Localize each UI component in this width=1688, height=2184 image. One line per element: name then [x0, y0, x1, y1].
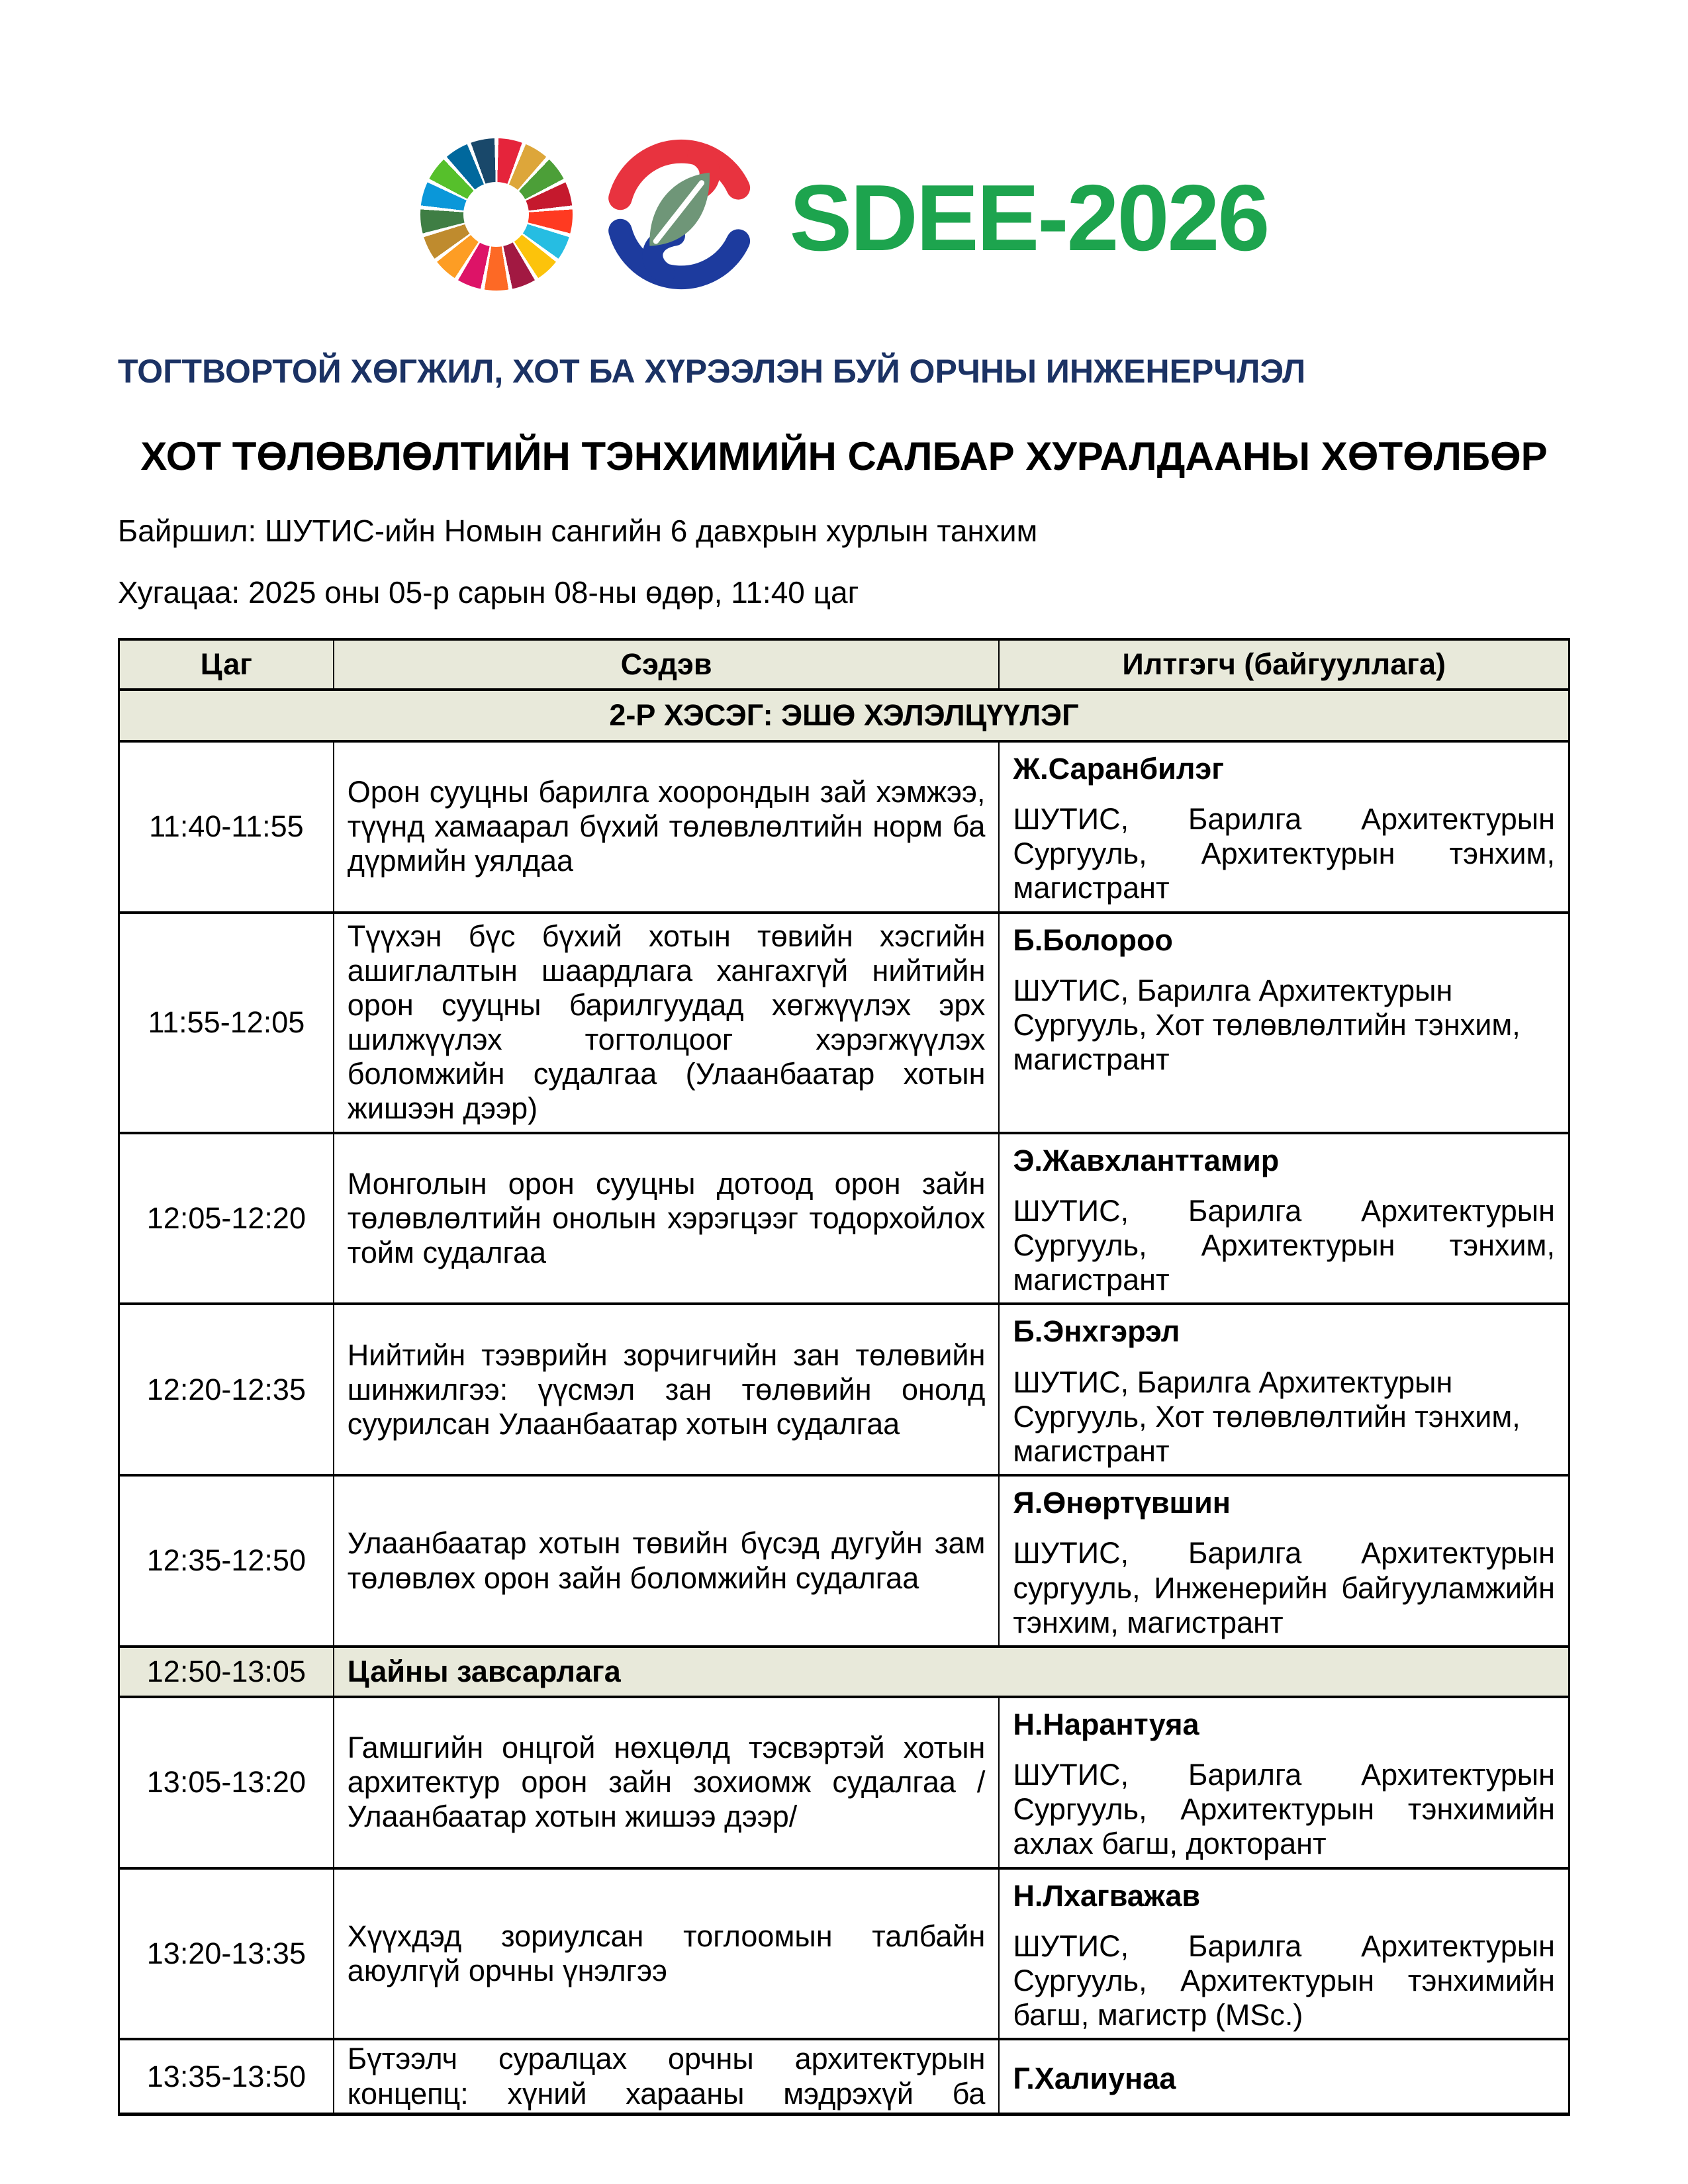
topic-cell: Бүтээлч суралцах орчны архитектурын концепц: хүний харааны мэдрэхүй ба [334, 2039, 1000, 2114]
col-header-time: Цаг [119, 639, 334, 690]
topic-cell: Гамшгийн онцгой нөхцөлд тэсвэртэй хотын архитектур орон зайн зохиомж судалгаа /Улаанбаатар хотын жишээ дээр/ [334, 1697, 1000, 1868]
section-header-label: 2-Р ХЭСЭГ: ЭШӨ ХЭЛЭЛЦҮҮЛЭГ [119, 690, 1570, 741]
sdg-wheel-icon [420, 138, 573, 291]
time-cell: 13:05-13:20 [119, 1697, 334, 1868]
time-cell: 11:40-11:55 [119, 741, 334, 913]
presenter-org: ШУТИС, Барилга Архитектурын Сургууль, Хот төлөвлөлтийн тэнхим, магистрант [1013, 1365, 1521, 1468]
section-header-row [119, 690, 1570, 741]
presenter-name: Ж.Саранбилэг [1013, 751, 1225, 786]
break-row [119, 1647, 1570, 1697]
table-header-row [119, 639, 1570, 690]
event-code: SDEE-2026 [789, 165, 1268, 271]
presenter-cell [999, 1133, 1569, 1304]
col-header-presenter: Илтгэгч (байгууллага) [999, 639, 1569, 690]
table-row [119, 1475, 1570, 1647]
table-row [119, 1697, 1570, 1868]
presenter-cell [999, 1868, 1569, 2040]
presenter-name: Я.Өнөртүвшин [1013, 1486, 1231, 1520]
presenter-cell [999, 2039, 1569, 2114]
presenter-org: ШУТИС, Барилга Архитектурын Сургууль, Архитектурын тэнхимийн багш, магистр (MSc.) [1013, 1929, 1555, 2032]
topic-cell: Түүхэн бүс бүхий хотын төвийн хэсгийн ашиглалтын шаардлага хангахгүй нийтийн орон сууцны барилгуудад хөгжүүлэх эрх шилжүүлэх тогтолцоог хэрэгжүүлэх боломжийн судалгаа (Улаанбаатар хотын жишээн дээр) [334, 913, 1000, 1133]
hands-leaf-icon [602, 136, 760, 293]
table-row [119, 1868, 1570, 2040]
time-cell: 12:50-13:05 [119, 1647, 334, 1697]
presenter-cell [999, 913, 1569, 1133]
presenter-name: Э.Жавхланттамир [1013, 1143, 1280, 1177]
time-cell: 13:20-13:35 [119, 1868, 334, 2040]
document-page [118, 0, 1570, 2116]
time-cell: 13:35-13:50 [119, 2039, 334, 2114]
topic-cell: Орон сууцны барилга хоорондын зай хэмжээ, түүнд хамаарал бүхий төлөвлөлтийн норм ба дүрмийн уялдаа [334, 741, 1000, 913]
table-row [119, 1133, 1570, 1304]
presenter-org: ШУТИС, Барилга Архитектурын Сургууль, Архитектурын тэнхим, магистрант [1013, 801, 1555, 905]
presenter-name: Б.Энхгэрэл [1013, 1314, 1180, 1349]
break-label: Цайны завсарлага [334, 1647, 1570, 1697]
presenter-cell [999, 1304, 1569, 1475]
logo-group [118, 136, 1570, 293]
presenter-org: ШУТИС, Барилга Архитектурын сургууль, Инженерийн байгууламжийн тэнхим, магистрант [1013, 1536, 1555, 1639]
presenter-name: Б.Болороо [1013, 923, 1173, 957]
table-row [119, 741, 1570, 913]
location-line: Байршил: ШУТИС-ийн Номын сангийн 6 давхрын хурлын танхим [118, 514, 1038, 548]
datetime-line: Хугацаа: 2025 оны 05-р сарын 08-ны өдөр, 11:40 цаг [118, 574, 859, 610]
sdg-wheel-hole [463, 182, 529, 248]
schedule-table [118, 638, 1570, 2116]
program-title: ХОТ ТӨЛӨВЛӨЛТИЙН ТЭНХИМИЙН САЛБАР ХУРАЛДААНЫ ХӨТӨЛБӨР [140, 434, 1548, 478]
conference-title: ТОГТВОРТОЙ ХӨГЖИЛ, ХОТ БА ХҮРЭЭЛЭН БУЙ ОРЧНЫ ИНЖЕНЕРЧЛЭЛ [118, 353, 1306, 390]
topic-cell: Нийтийн тээврийн зорчигчийн зан төлөвийн шинжилгээ: үүсмэл зан төлөвийн онолд суурилсан Улаанбаатар хотын судалгаа [334, 1304, 1000, 1475]
presenter-name: Г.Халиунаа [1013, 2061, 1176, 2095]
presenter-org: ШУТИС, Барилга Архитектурын Сургууль, Архитектурын тэнхим, магистрант [1013, 1193, 1555, 1297]
col-header-topic: Сэдэв [334, 639, 1000, 690]
presenter-org: ШУТИС, Барилга Архитектурын Сургууль, Архитектурын тэнхимийн ахлах багш, докторант [1013, 1758, 1555, 1861]
presenter-name: Н.Лхагважав [1013, 1878, 1201, 1913]
table-row [119, 913, 1570, 1133]
presenter-cell [999, 1697, 1569, 1868]
time-cell: 12:20-12:35 [119, 1304, 334, 1475]
table-row [119, 2039, 1570, 2114]
presenter-cell [999, 1475, 1569, 1647]
topic-cell: Улаанбаатар хотын төвийн бүсэд дугуйн зам төлөвлөх орон зайн боломжийн судалгаа [334, 1475, 1000, 1647]
time-cell: 12:05-12:20 [119, 1133, 334, 1304]
presenter-cell [999, 741, 1569, 913]
time-cell: 12:35-12:50 [119, 1475, 334, 1647]
topic-cell: Монголын орон сууцны дотоод орон зайн төлөвлөлтийн онолын хэрэгцээг тодорхойлох тойм судалгаа [334, 1133, 1000, 1304]
topic-cell: Хүүхдэд зориулсан тоглоомын талбайн аюулгүй орчны үнэлгээ [334, 1868, 1000, 2040]
presenter-name: Н.Нарантуяа [1013, 1707, 1199, 1741]
time-cell: 11:55-12:05 [119, 913, 334, 1133]
table-row [119, 1304, 1570, 1475]
presenter-org: ШУТИС, Барилга Архитектурын Сургууль, Хот төлөвлөлтийн тэнхим, магистрант [1013, 973, 1521, 1077]
